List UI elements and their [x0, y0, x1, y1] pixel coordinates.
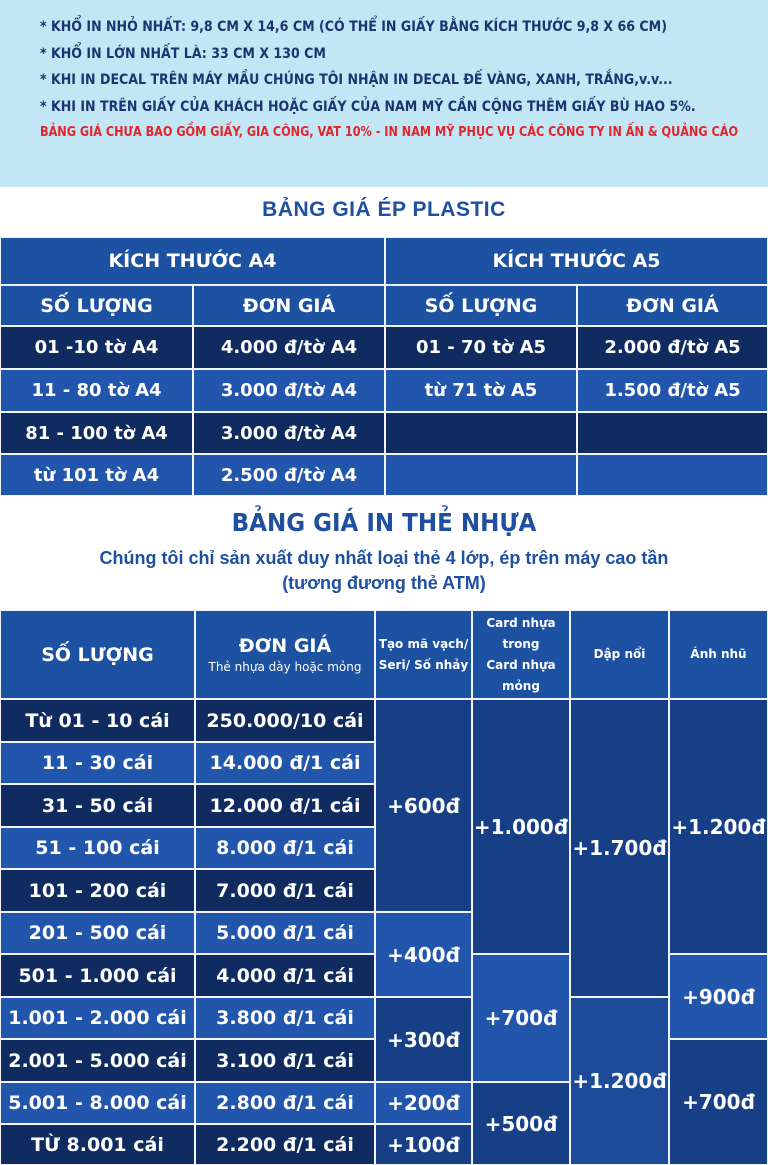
a5-empty-cell [577, 454, 768, 496]
a4-price-header: ĐƠN GIÁ [193, 285, 385, 326]
card-type-cell: +1.000đ [472, 699, 570, 954]
a4-size-header: KÍCH THƯỚC A4 [0, 237, 385, 285]
a4-price-cell: 4.000 đ/tờ A4 [193, 326, 385, 369]
card-price-cell: 3.100 đ/1 cái [195, 1039, 375, 1082]
barcode-cell: +200đ [375, 1082, 472, 1124]
a4-price-cell: 2.500 đ/tờ A4 [193, 454, 385, 496]
barcode-cell: +600đ [375, 699, 472, 912]
a4-qty-cell: 81 - 100 tờ A4 [0, 412, 193, 454]
card-type-header-line1: Card nhựa trong [486, 615, 556, 651]
emboss-header: Dập nổi [570, 610, 669, 699]
card-qty-cell: 51 - 100 cái [0, 827, 195, 869]
foil-header: Ánh nhũ [669, 610, 768, 699]
card-price-cell: 14.000 đ/1 cái [195, 742, 375, 784]
foil-cell: +700đ [669, 1039, 768, 1165]
barcode-header-line1: Tạo mã vạch/ [378, 636, 469, 651]
a4-qty-cell: 11 - 80 tờ A4 [0, 369, 193, 412]
card-price-cell: 2.200 đ/1 cái [195, 1124, 375, 1165]
card-type-header-line2: Card nhựa mỏng [486, 657, 556, 693]
barcode-cell: +100đ [375, 1124, 472, 1165]
card-qty-cell: 5.001 - 8.000 cái [0, 1082, 195, 1124]
a5-empty-cell [385, 454, 577, 496]
plastic-table-title: BẢNG GIÁ ÉP PLASTIC [262, 198, 506, 221]
a5-size-header: KÍCH THƯỚC A5 [385, 237, 768, 285]
card-price-cell: 2.800 đ/1 cái [195, 1082, 375, 1124]
card-qty-cell: TỪ 8.001 cái [0, 1124, 195, 1165]
a4-qty-header: SỐ LƯỢNG [0, 285, 193, 326]
card-qty-cell: Từ 01 - 10 cái [0, 699, 195, 742]
a5-qty-header: SỐ LƯỢNG [385, 285, 577, 326]
card-qty-cell: 501 - 1.000 cái [0, 954, 195, 997]
card-price-cell: 3.800 đ/1 cái [195, 997, 375, 1039]
a5-price-header: ĐƠN GIÁ [577, 285, 768, 326]
card-type-header [472, 610, 570, 699]
card-qty-cell: 11 - 30 cái [0, 742, 195, 784]
card-subtitle-note: (tương đương thẻ ATM) [282, 573, 486, 593]
a4-qty-cell: 01 -10 tờ A4 [0, 326, 193, 369]
note-decal: * KHI IN DECAL TRÊN MÁY MẦU CHÚNG TÔI NHẬN IN DECAL ĐẾ VÀNG, XANH, TRẮNG,v.v... [40, 72, 673, 88]
card-price-header [195, 610, 375, 699]
card-type-cell: +700đ [472, 954, 570, 1082]
a5-price-cell: 1.500 đ/tờ A5 [577, 369, 768, 412]
a4-price-cell: 3.000 đ/tờ A4 [193, 369, 385, 412]
card-qty-cell: 2.001 - 5.000 cái [0, 1039, 195, 1082]
card-qty-cell: 1.001 - 2.000 cái [0, 997, 195, 1039]
card-price-header-sub: Thẻ nhựa dày hoặc mỏng [208, 660, 362, 674]
card-price-header-label: ĐƠN GIÁ [238, 635, 332, 657]
card-price-cell: 4.000 đ/1 cái [195, 954, 375, 997]
barcode-header-line2: Seri/ Số nhảy [378, 657, 469, 672]
barcode-cell: +300đ [375, 997, 472, 1082]
card-type-cell: +500đ [472, 1082, 570, 1165]
a5-qty-cell: từ 71 tờ A5 [385, 369, 577, 412]
note-paper-waste: * KHI IN TRÊN GIẤY CỦA KHÁCH HOẶC GIẤY CỦA NAM MỸ CẦN CỘNG THÊM GIẤY BÙ HAO 5%. [40, 98, 696, 115]
card-price-cell: 12.000 đ/1 cái [195, 784, 375, 827]
card-subtitle: Chúng tôi chỉ sản xuất duy nhất loại thẻ 4 lớp, ép trên máy cao tần [99, 548, 669, 568]
a5-price-cell: 2.000 đ/tờ A5 [577, 326, 768, 369]
card-qty-cell: 31 - 50 cái [0, 784, 195, 827]
emboss-cell: +1.700đ [570, 699, 669, 997]
a5-empty-cell [385, 412, 577, 454]
foil-cell: +1.200đ [669, 699, 768, 954]
emboss-cell: +1.200đ [570, 997, 669, 1165]
barcode-header [375, 610, 472, 699]
card-price-cell: 5.000 đ/1 cái [195, 912, 375, 954]
card-price-cell: 8.000 đ/1 cái [195, 827, 375, 869]
note-max-size: * KHỔ IN LỚN NHẤT LÀ: 33 CM X 130 CM [40, 45, 326, 62]
barcode-cell: +400đ [375, 912, 472, 997]
price-notice: BẢNG GIÁ CHƯA BAO GỒM GIẤY, GIA CÔNG, VAT 10% - IN NAM MỸ PHỤC VỤ CÁC CÔNG TY IN ẤN & QUẢNG CÁO [40, 125, 739, 140]
card-price-cell: 250.000/10 cái [195, 699, 375, 742]
a4-qty-cell: từ 101 tờ A4 [0, 454, 193, 496]
notes-panel [0, 0, 768, 187]
note-min-size: * KHỔ IN NHỎ NHẤT: 9,8 CM X 14,6 CM (CÓ THỂ IN GIẤY BẰNG KÍCH THƯỚC 9,8 X 66 CM) [40, 19, 667, 35]
card-qty-cell: 201 - 500 cái [0, 912, 195, 954]
foil-cell: +900đ [669, 954, 768, 1039]
a5-qty-cell: 01 - 70 tờ A5 [385, 326, 577, 369]
a4-price-cell: 3.000 đ/tờ A4 [193, 412, 385, 454]
card-table-title: BẢNG GIÁ IN THẺ NHỰA [231, 508, 537, 537]
a5-empty-cell [577, 412, 768, 454]
card-qty-header: SỐ LƯỢNG [0, 610, 195, 699]
card-qty-cell: 101 - 200 cái [0, 869, 195, 912]
card-price-cell: 7.000 đ/1 cái [195, 869, 375, 912]
